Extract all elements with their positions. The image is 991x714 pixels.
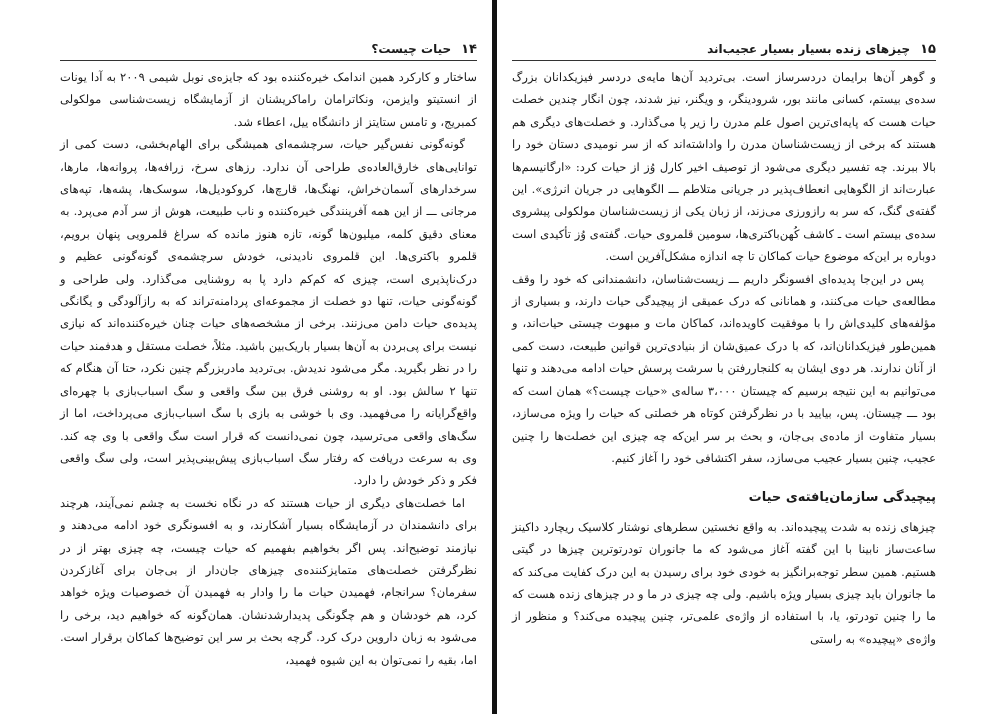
right-paragraph-1: و گوهر آن‌ها برایمان دردسرساز است. بی‌تردید آن‌ها مایه‌ی دردسر فیزیکدانان بزرگ سده‌ی بیستم، کسانی مانند بور، شرودینگر، و ویگنر، نیز شدند، چون انگار چندین خصلت حیات هست که پایه‌ای‌ترین اصول علم مدرن را زیر پا می‌گذارد. و خصلت‌های دیگری هم هستند که برخی از زیست‌شناسان مدرن را واداشته‌اند که از سر نومیدی دستان خود را بالا ببرند. چه تفسیر دیگری می‌شود از توصیف اخیر کارل وُز از حیات کرد: «ارگانیسم‌ها عبارت‌اند از الگوهایی انعطاف‌پذیر در جریانی متلاطم ـــ الگوهایی در جریان انرژی». این گفته‌ی گنگ، که سر به رازورزی می‌زند، از زبان یکی از زیست‌شناسان مولکولی پیشروی سده‌ی بیستم است ـ کاشف کُهن‌باکتری‌ها، سومین قلمروی حیات. گفته‌ی وُز تأکیدی است دوباره بر این‌که موضوع حیات کماکان تا چه اندازه مشکل‌آفرین است. bbox=[512, 70, 936, 264]
right-paragraph-2: پس در این‌جا پدیده‌ای افسونگر داریم ـــ زیست‌شناسان، دانشمندانی که خود را وقف مطالعه‌ی حیات می‌کنند، و همانانی که درک عمیقی از پیچیدگی حیات دارند، و بسیاری از مؤلفه‌های کلیدی‌اش را با موفقیت کاویده‌اند، کماکان مات و مبهوت چیستی حیات‌اند، و همین‌طور فیزیکدانان‌اند، که با درک عمیق‌شان از بنیادی‌ترین قوانین طبیعت، دست کمی از آنان ندارند. هر دوی ایشان به کلنجاررفتن با سرشت پرسش حیات ادامه می‌دهند و تنها می‌توانیم به این نتیجه برسیم که چیستان ۳،۰۰۰ ساله‌ی «حیات چیست؟» همان است که بود ـــ چیستان. پس، بیایید با در نظرگرفتن کوتاه هر خصلتی که حیات را ویژه می‌سازد، بسیار متفاوت از ماده‌ی بی‌جان، و بحث بر سر این‌که چه چیزی این خصلت‌ها را چنین عجیب، چنین بسیار عجیب می‌سازد، سفر اکتشافی خود را آغاز کنیم. bbox=[512, 271, 937, 465]
right-paragraph-3: چیزهای زنده به شدت پیچیده‌اند. به واقع نخستین سطرهای نوشتار کلاسیک ریچارد داکینز ساعت‌ساز نابینا‌ با این گفته آغاز می‌شود که ما جانوران تودرتوترین چیزها در گیتی هستیم. همین سطر توجه‌برانگیز به خودی خود برای رسیدن به این درک کفایت می‌کند که ما جانوران باید چیزی بسیار ویژه باشیم. ولی چه چیزی در ما و در چیزهای زنده هست که ما را چنین تودرتو، یا، با استفاده از واژه‌ی علمی‌تر، چنین پیچیده می‌کند؟ و منظور از واژه‌ی «پیچیده» به راستی bbox=[512, 519, 936, 646]
right-page-number: ۱۵ bbox=[920, 41, 936, 57]
left-page-body bbox=[60, 66, 477, 671]
left-page-header bbox=[60, 38, 477, 61]
left-paragraph-2: گونه‌گونی نفس‌گیر حیات، سرچشمه‌ای همیشگی برای الهام‌بخشی، دست کمی از توانایی‌های خارق‌العاده‌ی طراحی آن ندارد. رزهای سرخ، زرافه‌ها، پروانه‌ها، مارها، سرخدارهای آسمان‌خراش، نهنگ‌ها، قارچ‌ها، کروکودیل‌ها، سوسک‌ها، پشه‌ها، تپه‌های مرجانی ـــ از این همه آفرینندگی خیره‌کننده و ناب طبیعت، هوش از سر آدم می‌پرد. به معنای دقیق کلمه، میلیون‌ها گونه، تازه هنوز مانده که سراغ قلمرویی پنهان برویم، قلمرو باکتری‌ها. این قلمروی نادیدنی، خودش سرچشمه‌ی گونه‌گونی عظیم و درک‌ناپذیری است، چیزی که کم‌کم دارد پا به روشنایی می‌گذارد. ولی طراحی و گونه‌گونی حیات، تنها دو خصلت از مجموعه‌ای پردامنه‌تر‌اند که به رازآلودگی و یگانگی پدیده‌ی حیات دامن می‌زنند. برخی از مشخصه‌های حیات چنان خیره‌کننده‌اند که نیازی نیست برای پی‌بردن به آن‌ها بسیار باریک‌بین باشید. مثلاً، خصلت مستقل و هدفمند حیات را در نظر بگیرید. مگر می‌شود ندیدش. بی‌تردید مادربزرگم چنین نکرد، حتا آن هنگام که تنها ۲ سالش بود. او به روشنی فرق بین سگ واقعی و سگ اسباب‌بازی با چهره‌ای واقع‌گرایانه را می‌فهمید. وی با خوشی به بازی با سگ اسباب‌بازی می‌پرداخت، اما از سگ‌های واقعی می‌ترسید، چون نمی‌دانست که قرار است سگ واقعی با وی چه کند. وی به سرعت دریافت که رفتار سگ اسباب‌بازی پیش‌بینی‌پذیر است، ولی سگ واقعی فکر و ذکر خودش را دارد. bbox=[60, 137, 477, 488]
left-paragraph-3: اما خصلت‌های دیگری از حیات هستند که در نگاه نخست به چشم نمی‌آیند، هرچند برای دانشمندان در آزمایشگاه بسیار آشکارند، و به افسونگری خود ادامه می‌دهند و نیازمند توضیح‌اند. پس اگر بخواهیم بفهمیم که حیات چیست، چه چیزی بهتر از در نظرگرفتن خصلت‌های متمایزکننده‌ی چیزهای جان‌دار از بی‌جان برای آغازکردن سفرمان؟ سرانجام، فهمیدن حیات ما را وادار به فهمیدن آن خصوصیات ویژه خواهد کرد، هم خودشان و هم چگونگی پدیدارشدنشان. همان‌گونه که خواهیم دید، برخی را می‌شود به زبان داروین درک کرد. گرچه بحث بر سر این توضیح‌ها کماکان برقرار است. اما، بقیه را نمی‌توان به این شیوه فهمید، bbox=[60, 495, 477, 667]
section-heading: پیچیدگی سازمان‌یافته‌ی حیات bbox=[748, 490, 936, 506]
left-page-number: ۱۴ bbox=[461, 41, 477, 57]
right-page-body bbox=[512, 66, 936, 650]
right-page bbox=[512, 0, 936, 714]
left-running-head: حیات چیست؟ bbox=[371, 42, 452, 56]
book-spine bbox=[492, 0, 497, 714]
left-page bbox=[60, 0, 477, 714]
left-paragraph-1: ساختار و کارکرد همین اندامک خیره‌کننده بود که جایزه‌ی نوبل شیمی ۲۰۰۹ به آدا یونات از انستیتو وایزمن، ونکاترامان راماکریشنان از آزمایشگاه زیست‌شناسی مولکولی کمبریج، و تامس ستایتز از دانشگاه ییل، اعطاء شد. bbox=[60, 70, 478, 129]
right-page-header bbox=[512, 38, 936, 61]
right-running-head: چیزهای زنده بسیار بسیار عجیب‌اند bbox=[707, 42, 911, 56]
